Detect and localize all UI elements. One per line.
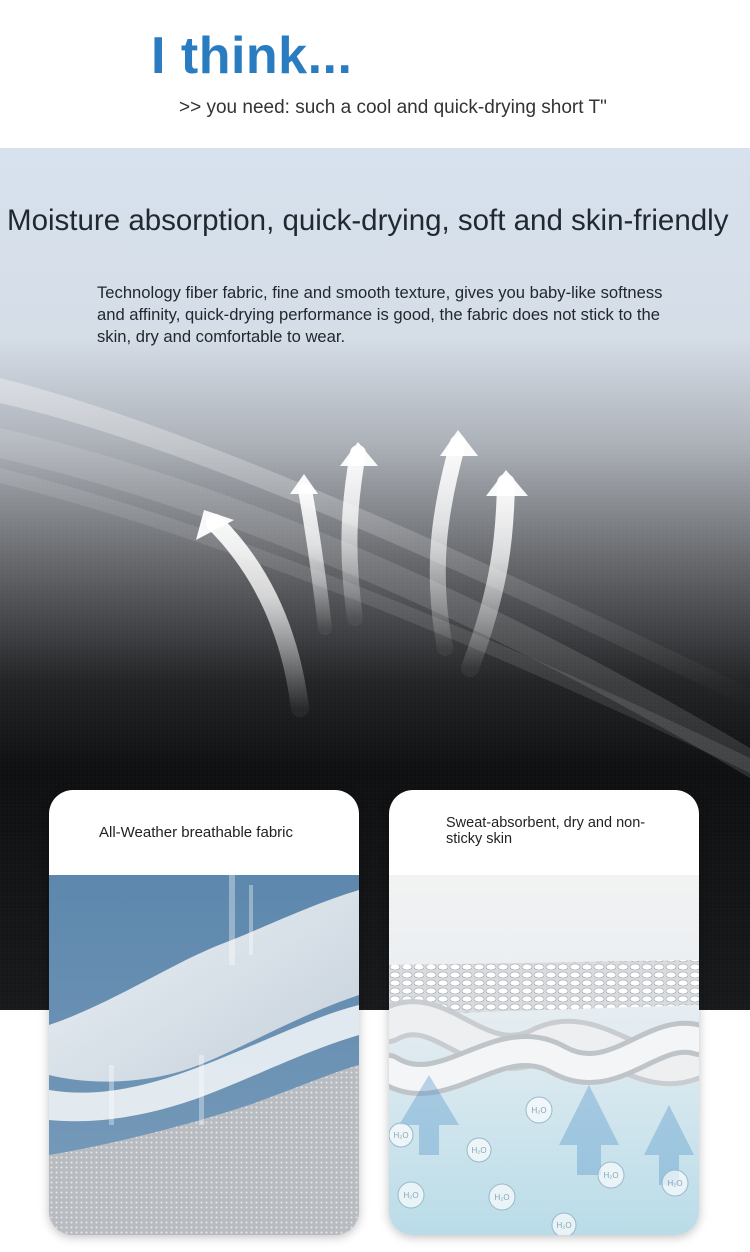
- feature-card-sweat-absorbent: [389, 790, 699, 1235]
- card-title: Sweat-absorbent, dry and non-sticky skin: [446, 815, 646, 847]
- molecule-label: H₂O: [471, 1146, 487, 1155]
- header-section: [0, 0, 750, 148]
- breathable-fabric-illustration: [49, 875, 359, 1235]
- molecule-label: H₂O: [393, 1131, 409, 1140]
- card-title-area: [389, 790, 699, 875]
- sweat-absorbent-fiber-illustration: [389, 875, 699, 1235]
- molecule-label: H₂O: [494, 1193, 510, 1202]
- page-subline: >> you need: such a cool and quick-drying short T": [179, 97, 607, 118]
- molecule-label: H₂O: [531, 1106, 547, 1115]
- molecule-label: H₂O: [556, 1221, 572, 1230]
- feature-card-breathable: [49, 790, 359, 1235]
- hero-description: Technology fiber fabric, fine and smooth texture, gives you baby-like softness and affinity, quick-drying performance is good, the fabric does not stick to the skin, dry and comfortable to wear.: [97, 283, 663, 346]
- card-title: All-Weather breathable fabric: [99, 824, 293, 841]
- molecule-label: H₂O: [603, 1171, 619, 1180]
- hero-title: Moisture absorption, quick-drying, soft and skin-friendly: [7, 204, 729, 237]
- molecule-label: H₂O: [667, 1179, 683, 1188]
- card-title-area: [49, 790, 359, 875]
- page-headline: I think...: [151, 27, 353, 85]
- molecule-label: H₂O: [403, 1191, 419, 1200]
